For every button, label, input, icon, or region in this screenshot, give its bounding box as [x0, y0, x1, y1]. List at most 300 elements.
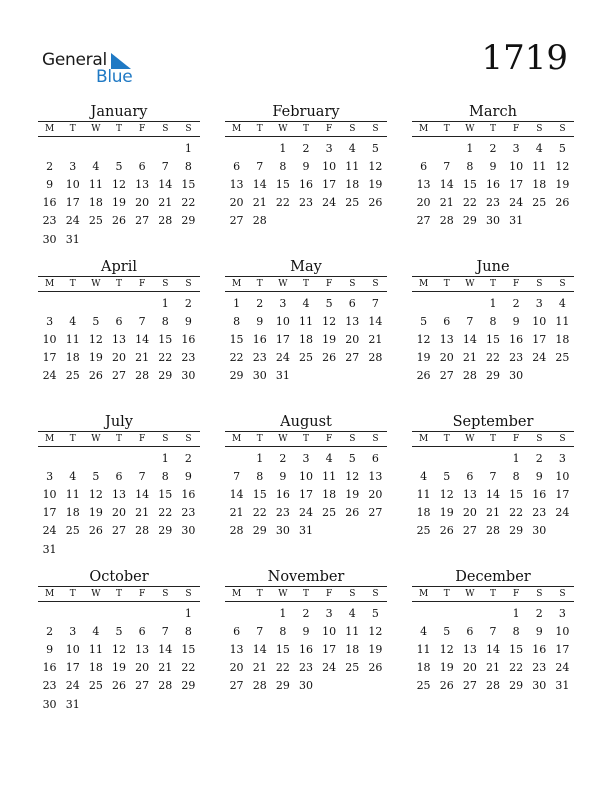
day-cell: 25 — [65, 369, 80, 383]
day-cell: 9 — [256, 314, 264, 328]
day-cell: 26 — [368, 661, 383, 675]
day-cell: 30 — [298, 679, 313, 693]
day-cell: 27 — [462, 679, 477, 693]
day-cell: 10 — [322, 624, 337, 638]
day-cell: 19 — [88, 351, 103, 365]
weekday-header — [38, 277, 200, 292]
day-cell: 28 — [158, 214, 173, 228]
day-cell: 14 — [135, 332, 150, 346]
day-cell: 26 — [111, 214, 126, 228]
day-cell: 22 — [509, 661, 524, 675]
day-cell: 16 — [275, 487, 290, 501]
day-cell: 16 — [485, 177, 500, 191]
day-cell: 16 — [298, 177, 313, 191]
day-cell: 25 — [555, 351, 570, 365]
weekday-label: S — [349, 434, 356, 444]
day-cell: 31 — [275, 369, 290, 383]
day-cell: 28 — [158, 679, 173, 693]
day-cell: 10 — [509, 159, 524, 173]
day-cell: 1 — [184, 141, 192, 155]
weekday-label: M — [418, 434, 429, 444]
weekday-label: S — [372, 124, 379, 134]
day-cell: 12 — [368, 624, 383, 638]
day-cell: 22 — [509, 506, 524, 520]
day-cell: 5 — [92, 314, 100, 328]
weekday-label: T — [69, 124, 76, 134]
day-cell: 12 — [439, 642, 454, 656]
weekday-label: T — [69, 279, 76, 289]
logo-text-blue: Blue — [96, 67, 133, 87]
day-cell: 15 — [229, 332, 244, 346]
weekday-label: M — [418, 589, 429, 599]
day-cell: 25 — [88, 214, 103, 228]
day-cell: 10 — [555, 624, 570, 638]
day-cell: 25 — [416, 679, 431, 693]
day-cell: 16 — [42, 661, 57, 675]
day-cell: 1 — [233, 296, 241, 310]
day-cell: 22 — [181, 196, 196, 210]
day-cell: 7 — [256, 624, 264, 638]
day-cell: 5 — [115, 624, 123, 638]
weekday-label: T — [69, 434, 76, 444]
day-cell: 15 — [509, 642, 524, 656]
day-cell: 8 — [184, 159, 192, 173]
weekday-label: S — [536, 124, 543, 134]
day-cell: 26 — [416, 369, 431, 383]
day-cell: 13 — [439, 332, 454, 346]
day-cell: 3 — [69, 624, 77, 638]
day-cell: 9 — [512, 314, 520, 328]
day-cell: 11 — [88, 642, 103, 656]
weekday-label: T — [256, 589, 263, 599]
day-cell: 14 — [439, 177, 454, 191]
day-cell: 25 — [298, 351, 313, 365]
weekday-label: F — [326, 589, 333, 599]
day-cell: 6 — [115, 314, 123, 328]
day-cell: 5 — [443, 469, 451, 483]
weekday-label: W — [91, 434, 101, 444]
day-grid — [38, 602, 200, 713]
day-cell: 14 — [229, 487, 244, 501]
day-cell: 10 — [42, 487, 57, 501]
day-cell: 13 — [111, 487, 126, 501]
day-cell: 26 — [439, 524, 454, 538]
day-cell: 11 — [65, 487, 80, 501]
day-grid — [38, 447, 200, 558]
day-cell: 23 — [485, 196, 500, 210]
day-cell: 13 — [462, 642, 477, 656]
day-grid — [412, 292, 574, 385]
day-cell: 4 — [69, 314, 77, 328]
weekday-label: S — [559, 124, 566, 134]
day-cell: 7 — [489, 624, 497, 638]
weekday-label: F — [513, 589, 520, 599]
weekday-label: W — [465, 124, 475, 134]
weekday-label: S — [162, 124, 169, 134]
weekday-label: T — [302, 124, 309, 134]
month-name: January — [90, 104, 148, 120]
day-cell: 29 — [181, 679, 196, 693]
day-cell: 19 — [555, 177, 570, 191]
day-cell: 16 — [181, 487, 196, 501]
weekday-label: T — [489, 434, 496, 444]
day-cell: 23 — [252, 351, 267, 365]
day-cell: 2 — [46, 159, 54, 173]
weekday-label: F — [139, 589, 146, 599]
month-block-march — [412, 104, 574, 249]
day-cell: 6 — [443, 314, 451, 328]
day-cell: 24 — [322, 661, 337, 675]
day-cell: 27 — [368, 506, 383, 520]
day-cell: 1 — [161, 451, 169, 465]
day-cell: 3 — [46, 314, 54, 328]
weekday-label: W — [278, 124, 288, 134]
day-cell: 21 — [252, 661, 267, 675]
day-cell: 7 — [466, 314, 474, 328]
weekday-label: S — [536, 589, 543, 599]
month-name: December — [455, 569, 531, 585]
calendar-year: 1719 — [481, 38, 568, 78]
day-cell: 26 — [345, 506, 360, 520]
day-cell: 10 — [322, 159, 337, 173]
weekday-label: F — [513, 434, 520, 444]
day-cell: 27 — [135, 679, 150, 693]
day-cell: 31 — [65, 232, 80, 246]
day-cell: 9 — [46, 642, 54, 656]
day-cell: 21 — [439, 196, 454, 210]
day-cell: 12 — [416, 332, 431, 346]
weekday-label: T — [69, 589, 76, 599]
day-cell: 7 — [233, 469, 241, 483]
day-cell: 28 — [135, 369, 150, 383]
weekday-label: S — [536, 279, 543, 289]
day-cell: 24 — [42, 369, 57, 383]
day-cell: 16 — [509, 332, 524, 346]
day-cell: 2 — [535, 451, 543, 465]
weekday-label: M — [44, 589, 55, 599]
day-cell: 1 — [279, 606, 287, 620]
weekday-label: S — [349, 589, 356, 599]
day-cell: 18 — [416, 506, 431, 520]
day-cell: 3 — [69, 159, 77, 173]
day-cell: 14 — [252, 177, 267, 191]
day-cell: 23 — [181, 351, 196, 365]
day-cell: 12 — [322, 314, 337, 328]
weekday-label: T — [489, 124, 496, 134]
day-cell: 24 — [42, 524, 57, 538]
day-cell: 5 — [371, 606, 379, 620]
day-cell: 20 — [135, 196, 150, 210]
day-cell: 17 — [555, 642, 570, 656]
day-cell: 31 — [65, 697, 80, 711]
day-cell: 27 — [229, 679, 244, 693]
day-cell: 27 — [111, 524, 126, 538]
day-cell: 23 — [181, 506, 196, 520]
day-cell: 22 — [158, 351, 173, 365]
day-grid — [412, 137, 574, 230]
day-grid — [225, 447, 387, 540]
day-cell: 17 — [298, 487, 313, 501]
day-cell: 7 — [371, 296, 379, 310]
day-cell: 9 — [489, 159, 497, 173]
day-cell: 2 — [489, 141, 497, 155]
weekday-label: W — [91, 279, 101, 289]
day-cell: 2 — [302, 141, 310, 155]
day-cell: 8 — [512, 624, 520, 638]
day-cell: 28 — [252, 679, 267, 693]
day-cell: 19 — [439, 661, 454, 675]
weekday-label: T — [443, 124, 450, 134]
month-name: October — [89, 569, 149, 585]
day-cell: 19 — [368, 642, 383, 656]
day-cell: 23 — [532, 661, 547, 675]
weekday-label: M — [44, 124, 55, 134]
day-cell: 22 — [275, 661, 290, 675]
day-cell: 8 — [512, 469, 520, 483]
day-cell: 24 — [65, 214, 80, 228]
weekday-label: M — [418, 279, 429, 289]
day-cell: 31 — [509, 214, 524, 228]
day-cell: 3 — [325, 606, 333, 620]
day-cell: 1 — [161, 296, 169, 310]
day-cell: 25 — [88, 679, 103, 693]
weekday-header — [225, 432, 387, 447]
day-cell: 26 — [555, 196, 570, 210]
day-cell: 10 — [42, 332, 57, 346]
day-cell: 26 — [368, 196, 383, 210]
month-block-october — [38, 569, 200, 714]
day-cell: 12 — [439, 487, 454, 501]
day-grid — [412, 447, 574, 540]
day-cell: 4 — [302, 296, 310, 310]
day-cell: 14 — [158, 642, 173, 656]
day-cell: 2 — [46, 624, 54, 638]
day-cell: 8 — [279, 159, 287, 173]
day-cell: 20 — [135, 661, 150, 675]
day-cell: 30 — [532, 524, 547, 538]
day-grid — [225, 602, 387, 695]
day-cell: 23 — [275, 506, 290, 520]
day-cell: 22 — [252, 506, 267, 520]
day-cell: 3 — [302, 451, 310, 465]
day-cell: 30 — [252, 369, 267, 383]
day-cell: 13 — [345, 314, 360, 328]
day-cell: 16 — [298, 642, 313, 656]
day-cell: 20 — [111, 351, 126, 365]
day-cell: 4 — [348, 141, 356, 155]
day-cell: 25 — [322, 506, 337, 520]
day-cell: 27 — [462, 524, 477, 538]
weekday-label: S — [372, 589, 379, 599]
day-cell: 7 — [256, 159, 264, 173]
weekday-label: F — [139, 279, 146, 289]
day-cell: 17 — [322, 642, 337, 656]
day-cell: 4 — [348, 606, 356, 620]
day-cell: 30 — [509, 369, 524, 383]
day-cell: 26 — [111, 679, 126, 693]
day-cell: 10 — [555, 469, 570, 483]
weekday-label: T — [443, 279, 450, 289]
day-cell: 18 — [532, 177, 547, 191]
weekday-label: S — [559, 589, 566, 599]
day-cell: 17 — [322, 177, 337, 191]
day-cell: 21 — [135, 351, 150, 365]
day-cell: 16 — [532, 487, 547, 501]
day-cell: 20 — [229, 661, 244, 675]
day-cell: 7 — [138, 314, 146, 328]
day-cell: 21 — [252, 196, 267, 210]
day-cell: 19 — [439, 506, 454, 520]
weekday-label: S — [162, 589, 169, 599]
day-cell: 12 — [111, 642, 126, 656]
day-grid — [38, 292, 200, 385]
day-cell: 28 — [252, 214, 267, 228]
weekday-label: M — [44, 279, 55, 289]
month-block-august — [225, 414, 387, 559]
month-name: August — [280, 414, 332, 430]
day-cell: 9 — [302, 624, 310, 638]
day-cell: 26 — [439, 679, 454, 693]
day-cell: 22 — [275, 196, 290, 210]
weekday-header — [38, 432, 200, 447]
day-cell: 21 — [485, 506, 500, 520]
weekday-label: S — [536, 434, 543, 444]
day-cell: 11 — [298, 314, 313, 328]
day-cell: 24 — [555, 506, 570, 520]
weekday-label: W — [465, 589, 475, 599]
weekday-header — [225, 277, 387, 292]
day-cell: 9 — [279, 469, 287, 483]
day-cell: 31 — [42, 542, 57, 556]
day-cell: 27 — [416, 214, 431, 228]
day-cell: 20 — [229, 196, 244, 210]
day-cell: 2 — [302, 606, 310, 620]
weekday-header — [412, 122, 574, 137]
day-cell: 13 — [229, 177, 244, 191]
day-cell: 5 — [325, 296, 333, 310]
day-cell: 5 — [558, 141, 566, 155]
day-cell: 4 — [535, 141, 543, 155]
day-cell: 29 — [158, 369, 173, 383]
day-cell: 25 — [416, 524, 431, 538]
day-cell: 15 — [275, 642, 290, 656]
weekday-label: W — [278, 279, 288, 289]
day-cell: 1 — [512, 451, 520, 465]
weekday-header — [412, 432, 574, 447]
day-cell: 23 — [42, 679, 57, 693]
day-cell: 30 — [42, 697, 57, 711]
day-cell: 30 — [275, 524, 290, 538]
day-cell: 12 — [368, 159, 383, 173]
day-cell: 30 — [42, 232, 57, 246]
day-cell: 29 — [252, 524, 267, 538]
day-cell: 5 — [443, 624, 451, 638]
day-cell: 11 — [88, 177, 103, 191]
day-cell: 19 — [111, 661, 126, 675]
day-cell: 12 — [555, 159, 570, 173]
day-cell: 13 — [229, 642, 244, 656]
day-cell: 29 — [462, 214, 477, 228]
day-cell: 15 — [275, 177, 290, 191]
day-cell: 6 — [233, 159, 241, 173]
day-cell: 6 — [466, 469, 474, 483]
day-cell: 1 — [256, 451, 264, 465]
day-cell: 17 — [275, 332, 290, 346]
weekday-label: T — [489, 279, 496, 289]
day-cell: 21 — [158, 196, 173, 210]
month-name: June — [476, 259, 510, 275]
generalblue-logo — [42, 50, 152, 90]
day-cell: 17 — [42, 351, 57, 365]
day-cell: 22 — [485, 351, 500, 365]
weekday-label: W — [465, 279, 475, 289]
day-grid — [225, 137, 387, 230]
day-cell: 17 — [65, 661, 80, 675]
day-cell: 15 — [158, 487, 173, 501]
day-cell: 8 — [233, 314, 241, 328]
day-cell: 11 — [322, 469, 337, 483]
day-cell: 14 — [485, 642, 500, 656]
day-cell: 27 — [345, 351, 360, 365]
weekday-label: W — [465, 434, 475, 444]
day-cell: 11 — [532, 159, 547, 173]
day-cell: 18 — [345, 177, 360, 191]
weekday-label: W — [91, 589, 101, 599]
day-cell: 15 — [158, 332, 173, 346]
weekday-label: M — [231, 279, 242, 289]
weekday-label: T — [443, 434, 450, 444]
day-grid — [412, 602, 574, 695]
month-block-july — [38, 414, 200, 559]
weekday-label: T — [489, 589, 496, 599]
day-cell: 14 — [485, 487, 500, 501]
weekday-label: T — [302, 434, 309, 444]
day-cell: 1 — [466, 141, 474, 155]
weekday-label: T — [115, 434, 122, 444]
month-name: July — [105, 414, 133, 430]
day-cell: 24 — [298, 506, 313, 520]
day-cell: 31 — [555, 679, 570, 693]
day-cell: 31 — [298, 524, 313, 538]
day-cell: 19 — [111, 196, 126, 210]
day-cell: 7 — [161, 159, 169, 173]
month-block-september — [412, 414, 574, 559]
day-cell: 30 — [532, 679, 547, 693]
weekday-label: T — [256, 124, 263, 134]
month-name: May — [290, 259, 322, 275]
day-cell: 4 — [420, 469, 428, 483]
day-cell: 18 — [555, 332, 570, 346]
day-cell: 27 — [229, 214, 244, 228]
day-cell: 16 — [532, 642, 547, 656]
day-cell: 30 — [181, 369, 196, 383]
day-cell: 5 — [420, 314, 428, 328]
day-cell: 19 — [345, 487, 360, 501]
day-cell: 12 — [111, 177, 126, 191]
day-cell: 5 — [371, 141, 379, 155]
weekday-label: T — [443, 589, 450, 599]
day-cell: 22 — [229, 351, 244, 365]
day-cell: 15 — [509, 487, 524, 501]
day-cell: 20 — [345, 332, 360, 346]
weekday-label: F — [139, 434, 146, 444]
weekday-label: W — [278, 589, 288, 599]
day-cell: 23 — [509, 351, 524, 365]
day-cell: 15 — [181, 177, 196, 191]
weekday-label: F — [513, 124, 520, 134]
day-cell: 6 — [138, 159, 146, 173]
day-cell: 9 — [535, 624, 543, 638]
